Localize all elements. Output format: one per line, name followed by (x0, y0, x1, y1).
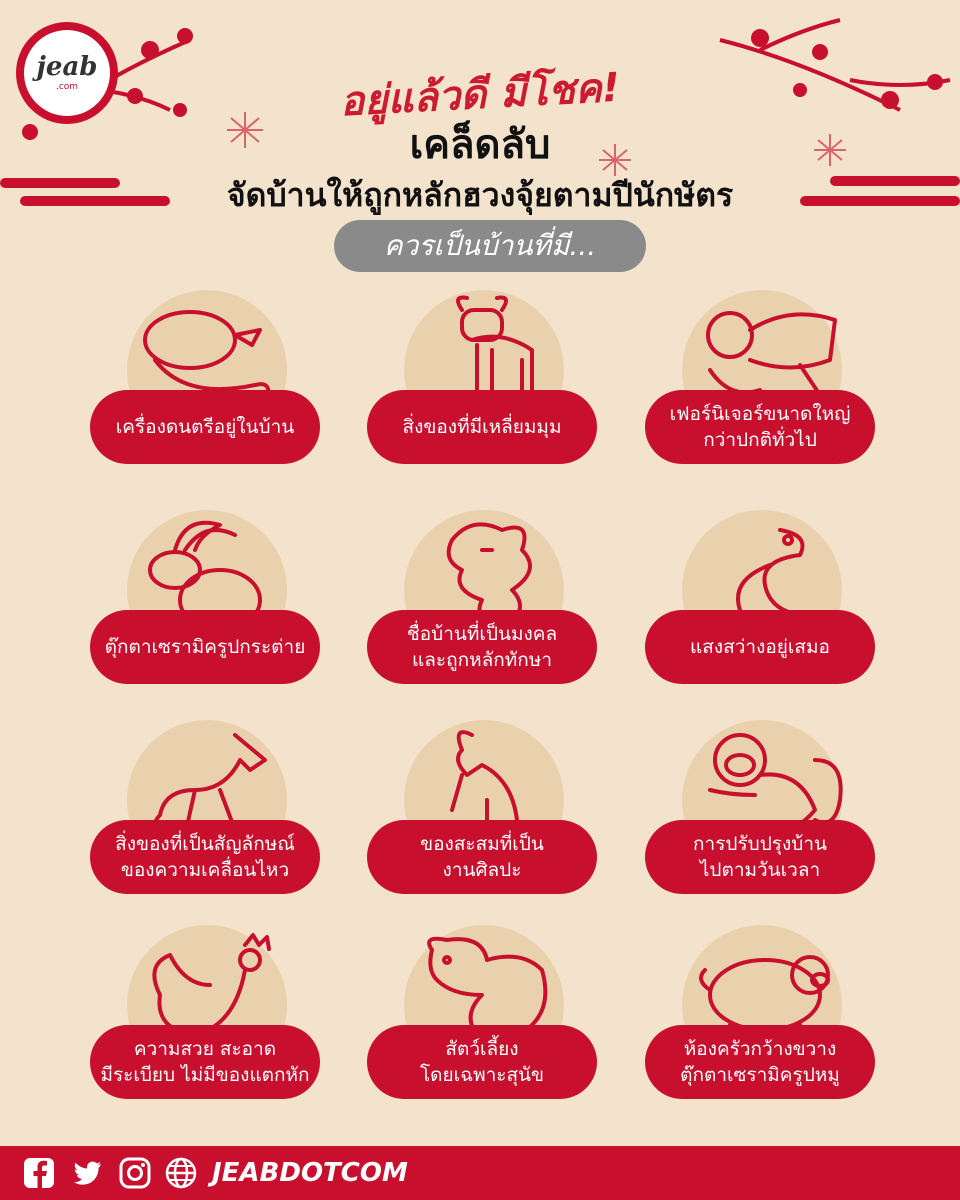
zodiac-label-line1: ความสวย สะอาด (133, 1038, 277, 1060)
zodiac-label (90, 610, 320, 684)
zodiac-label-line1: ห้องครัวกว้างขวาง (683, 1038, 837, 1060)
zodiac-card (85, 510, 325, 740)
zodiac-card (362, 510, 602, 740)
twitter-icon[interactable] (70, 1156, 104, 1190)
zodiac-label-line2: ของความเคลื่อนไหว (120, 859, 290, 881)
zodiac-label-line2: ไปตามวันเวลา (699, 859, 821, 881)
zodiac-card (85, 720, 325, 950)
zodiac-label (90, 1025, 320, 1099)
zodiac-label-line1: ตุ๊กตาเซรามิครูปกระต่าย (104, 636, 306, 658)
logo-sub: .com (55, 82, 79, 92)
subtitle-pill: ควรเป็นบ้านที่มี... (334, 220, 646, 272)
zodiac-label (367, 820, 597, 894)
zodiac-label-line1: สิ่งของที่เป็นสัญลักษณ์ (115, 833, 295, 855)
zodiac-label-line1: ของสะสมที่เป็น (420, 833, 544, 855)
globe-icon[interactable] (164, 1156, 198, 1190)
headline-line2: เคล็ดลับ (409, 122, 551, 168)
zodiac-card (640, 925, 880, 1155)
zodiac-card (362, 720, 602, 950)
zodiac-card (85, 925, 325, 1155)
zodiac-label (645, 1025, 875, 1099)
footer-bar (0, 1146, 960, 1200)
zodiac-label-line1: สัตว์เลี้ยง (445, 1038, 519, 1060)
zodiac-label-line1: ชื่อบ้านที่เป็นมงคล (406, 623, 558, 645)
facebook-icon[interactable] (22, 1156, 56, 1190)
zodiac-card (85, 290, 325, 520)
zodiac-card (640, 290, 880, 520)
headline-line3: จัดบ้านให้ถูกหลักฮวงจุ้ยตามปีนักษัตร (226, 176, 734, 214)
zodiac-card (362, 290, 602, 520)
brand-name[interactable]: JEABDOTCOM (212, 1158, 408, 1188)
zodiac-label-line2: กว่าปกติทั่วไป (703, 429, 817, 451)
zodiac-label-line1: การปรับปรุงบ้าน (693, 833, 827, 855)
zodiac-label (367, 610, 597, 684)
zodiac-label-line2: มีระเบียบ ไม่มีของแตกหัก (100, 1064, 310, 1086)
zodiac-label-line1: สิ่งของที่มีเหลี่ยมมุม (402, 416, 562, 438)
zodiac-label-line1: เฟอร์นิเจอร์ขนาดใหญ่ (669, 403, 851, 425)
logo-word: jeab (36, 52, 98, 82)
zodiac-card (362, 925, 602, 1155)
zodiac-label-line2: และถูกหลักทักษา (412, 649, 552, 671)
zodiac-card (640, 510, 880, 740)
zodiac-label-line1: เครื่องดนตรีอยู่ในบ้าน (115, 416, 295, 438)
zodiac-label-line1: แสงสว่างอยู่เสมอ (690, 636, 830, 658)
zodiac-label (367, 1025, 597, 1099)
zodiac-label-line2: ตุ๊กตาเซรามิครูปหมู (680, 1064, 840, 1086)
zodiac-label-line2: งานศิลปะ (442, 859, 522, 881)
zodiac-label (645, 390, 875, 464)
zodiac-label (367, 390, 597, 464)
zodiac-label (90, 390, 320, 464)
zodiac-label (645, 610, 875, 684)
zodiac-label (645, 820, 875, 894)
headline-line1: อยู่แล้วดี มีโชค! (338, 64, 622, 126)
zodiac-card (640, 720, 880, 950)
zodiac-label-line2: โดยเฉพาะสุนัข (419, 1064, 545, 1086)
instagram-icon[interactable] (118, 1156, 152, 1190)
zodiac-label (90, 820, 320, 894)
